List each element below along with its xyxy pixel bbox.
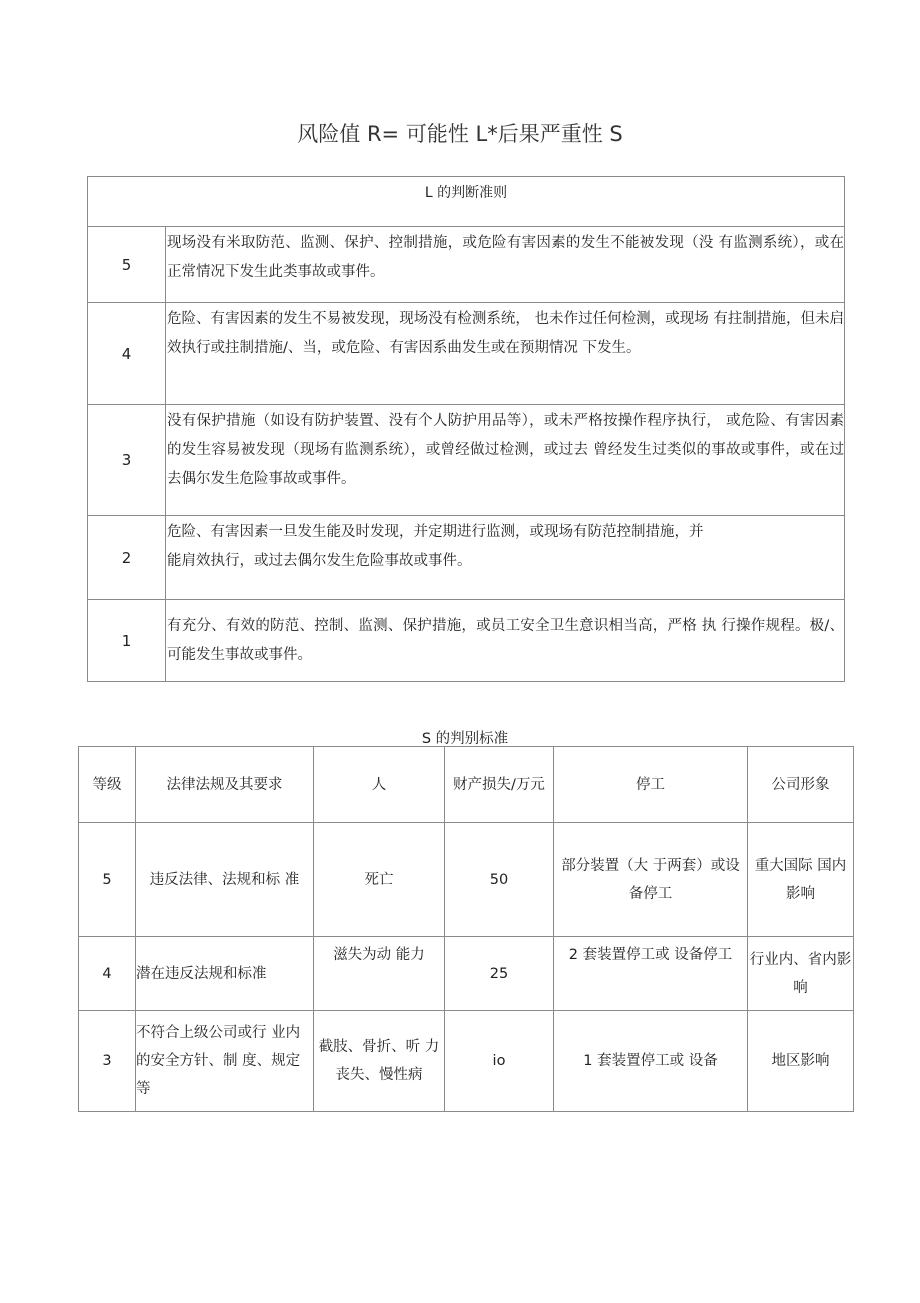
criteria-cell	[166, 516, 845, 600]
header-grade: 等级	[79, 747, 136, 823]
header-image: 公司形象	[748, 747, 854, 823]
criteria-cell: 现场没有米取防范、监测、保护、控制措施，或危险有害因素的发生不能被发现（没 有监测系统），或在正常情况下发生此类事故或事件。	[166, 227, 845, 303]
grade-cell: 5	[79, 823, 136, 937]
table-header-row	[88, 177, 845, 227]
person-cell: 滋失为动 能力	[314, 937, 445, 1011]
header-person: 人	[314, 747, 445, 823]
stop-cell: 部分装置（大 于两套）或设备停工	[554, 823, 748, 937]
level-cell: 1	[88, 600, 166, 682]
law-cell: 违反法律、法规和标 准	[136, 823, 314, 937]
loss-cell: 50	[445, 823, 554, 937]
criteria-cell: 没有保护措施（如设有防护装置、没有个人防护用品等），或未严格按操作程序执行， 或危险、有害因素的发生容易被发现（现场有监测系统），或曾经做过检测，或过去 曾经发生过类似的事故或事件，或在过去偶尔发生危险事故或事件。	[166, 405, 845, 516]
header-loss: 财产损失/万元	[445, 747, 554, 823]
stop-cell: 1 套装置停工或 设备	[554, 1011, 748, 1112]
grade-cell: 4	[79, 937, 136, 1011]
table-row	[79, 937, 854, 1011]
level-cell: 3	[88, 405, 166, 516]
criteria-line: 危险、有害因素一旦发生能及时发现，并定期进行监测，或现场有防范控制措施，并	[167, 524, 704, 540]
table-header-row	[79, 747, 854, 823]
table-row	[88, 405, 845, 516]
person-cell: 死亡	[314, 823, 445, 937]
level-cell: 2	[88, 516, 166, 600]
law-cell: 潜在违反法规和标准	[136, 937, 314, 1011]
level-cell: 5	[88, 227, 166, 303]
table-row	[79, 823, 854, 937]
header-stop: 停工	[554, 747, 748, 823]
severity-table-caption: S 的判别标准	[421, 731, 509, 747]
severity-table	[78, 746, 854, 1112]
likelihood-table	[87, 176, 845, 682]
page-title: 风险值 R= 可能性 L*后果严重性 S	[297, 122, 623, 146]
image-cell: 行业内、省内影响	[748, 937, 854, 1011]
table-row	[88, 303, 845, 405]
criteria-cell: 危险、有害因素的发生不易被发现，现场没有检测系统， 也未作过任何检测，或现场 有拄制措施，但未启效执行或拄制措施/、当，或危险、有害因系曲发生或在预期情况 下发生。	[166, 303, 845, 405]
criteria-line: 能肩效执行，或过去偶尔发生危险事故或事件。	[167, 553, 472, 569]
level-cell: 4	[88, 303, 166, 405]
loss-cell: 25	[445, 937, 554, 1011]
image-cell: 地区影响	[748, 1011, 854, 1112]
stop-cell: 2 套装置停工或 设备停工	[554, 937, 748, 1011]
image-cell: 重大国际 国内影响	[748, 823, 854, 937]
table-row	[88, 516, 845, 600]
grade-cell: 3	[79, 1011, 136, 1112]
likelihood-table-header: L 的判断准则	[88, 177, 845, 227]
criteria-cell: 有充分、有效的防范、控制、监测、保护措施，或员工安全卫生意识相当高，严格 执 行操作规程。极/、可能发生事故或事件。	[166, 600, 845, 682]
table-row	[88, 600, 845, 682]
header-law: 法律法规及其要求	[136, 747, 314, 823]
loss-cell: io	[445, 1011, 554, 1112]
table-row	[79, 1011, 854, 1112]
person-cell: 截肢、骨折、听 力丧失、慢性病	[314, 1011, 445, 1112]
law-cell: 不符合上级公司或行 业内的安全方针、制 度、规定等	[136, 1011, 314, 1112]
table-row	[88, 227, 845, 303]
